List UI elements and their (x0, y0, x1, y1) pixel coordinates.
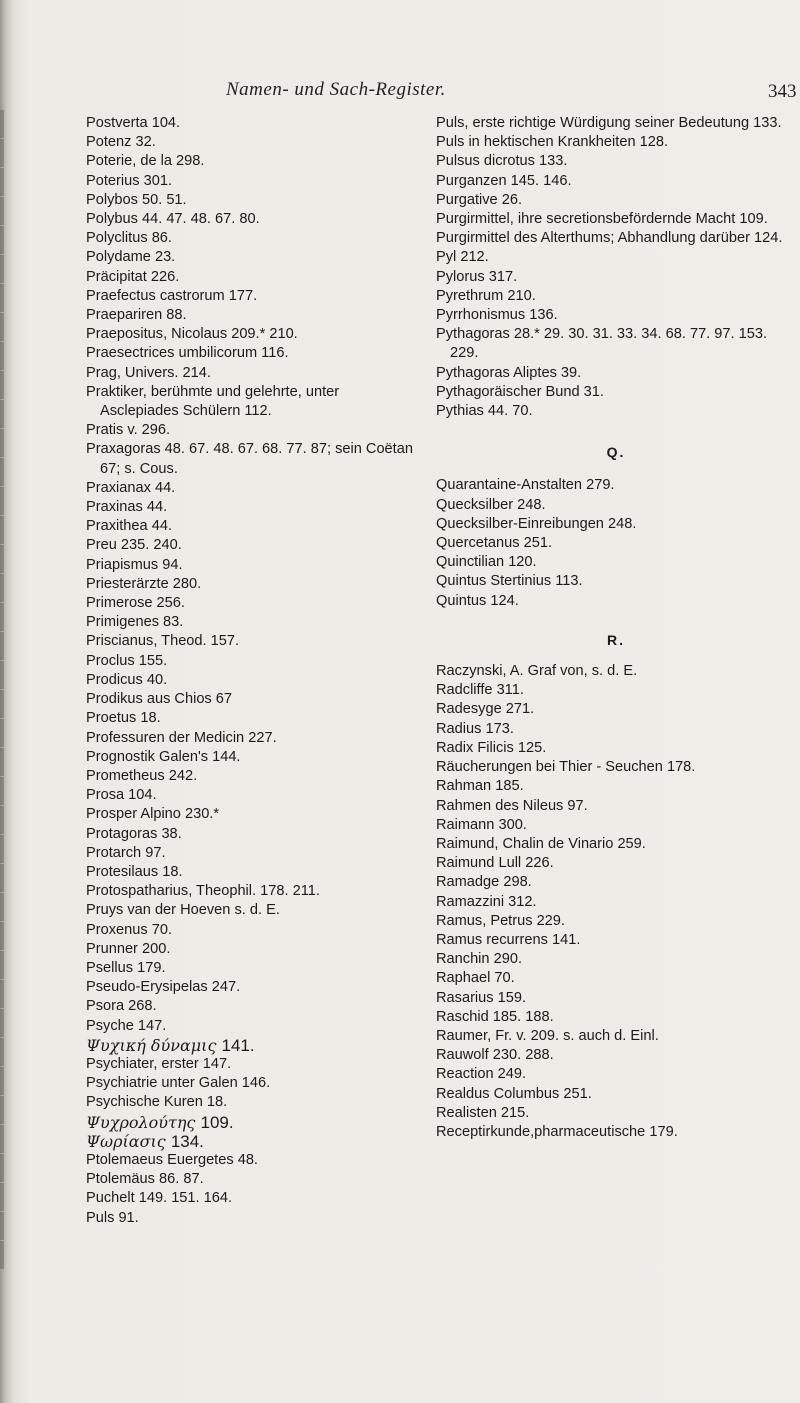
index-entry: Proxenus 70. (86, 921, 172, 938)
index-entry: Prosa 104. (86, 787, 157, 804)
index-entry-greek (86, 1113, 416, 1132)
index-entry: Pythagoräischer Bund 31. (436, 383, 604, 400)
index-entry: Raschid 185. 188. (436, 1008, 554, 1025)
greek-word: Ψυχική δύναμις (86, 1035, 217, 1055)
greek-word: Ψυχρολούτης (86, 1112, 196, 1132)
greek-word: Ψωρίασις (86, 1131, 166, 1151)
index-entry: Quinctilian 120. (436, 554, 537, 571)
left-entries-c (86, 1151, 416, 1228)
index-entry: Räucherungen bei Thier - Seuchen 178. (436, 759, 696, 776)
index-entry: Postverta 104. (86, 115, 181, 131)
index-entry: Prometheus 242. (86, 767, 198, 784)
index-entry: Rahman 185. (436, 778, 524, 795)
index-entry: Poterius 301. (86, 172, 172, 189)
index-entry: Ramus recurrens 141. (436, 931, 581, 948)
index-entry: Puchelt 149. 151. 164. (86, 1190, 233, 1207)
index-entry: Pratis v. 296. (86, 422, 171, 439)
index-entry: Prunner 200. (86, 940, 171, 957)
index-entry: Purganzen 145. 146. (436, 172, 572, 189)
index-entry: Purgirmittel, ihre secretionsbefördernde Macht 109. (436, 211, 768, 228)
index-entry: Quecksilber-Einreibungen 248. (436, 515, 637, 532)
index-entry: Polydame 23. (86, 249, 176, 266)
index-entry: Polyclitus 86. (86, 230, 172, 247)
index-entry: Raphael 70. (436, 970, 515, 987)
index-entry: Raimund Lull 226. (436, 855, 554, 872)
index-entry: Radix Filicis 125. (436, 739, 547, 756)
index-entry: Psychiater, erster 147. (86, 1055, 232, 1072)
index-entry: Pruys van der Hoeven s. d. E. (86, 902, 280, 919)
section-heading-r: R. (607, 631, 625, 648)
index-entry: Rahmen des Nileus 97. (436, 797, 588, 814)
index-entry: Puls in hektischen Krankheiten 128. (436, 134, 669, 151)
index-entry: Polybus 44. 47. 48. 67. 80. (86, 211, 260, 228)
index-entry: Raczynski, A. Graf von, s. d. E. (436, 663, 638, 680)
page-edge-marks (0, 110, 10, 1310)
index-entry: Professuren der Medicin 227. (86, 729, 277, 746)
index-entry: Prodikus aus Chios 67 (86, 691, 233, 708)
index-entry: Quintus 124. (436, 592, 519, 609)
index-entry: Poterie, de la 298. (86, 153, 205, 170)
index-entry: Pylorus 317. (436, 268, 518, 285)
index-entry: Pythagoras Aliptes 39. (436, 364, 582, 381)
page-ref: 134. (170, 1131, 204, 1151)
index-entry: Priapismus 94. (86, 556, 183, 573)
index-entry: Praxinas 44. (86, 499, 168, 516)
index-entry: Ramazzini 312. (436, 893, 537, 910)
index-entry: Praxagoras 48. 67. 48. 67. 68. 77. 87; sein Coëtan 67; s. Cous. (86, 441, 413, 477)
index-entry: Proetus 18. (86, 710, 161, 727)
index-entry: Ramadge 298. (436, 874, 532, 891)
index-entry: Rauwolf 230. 288. (436, 1047, 554, 1064)
right-entries-p (436, 114, 796, 421)
index-entry: Realisten 215. (436, 1104, 530, 1121)
index-entry: Puls, erste richtige Würdigung seiner Bedeutung 133. (436, 115, 782, 131)
index-entry: Psychiatrie unter Galen 146. (86, 1075, 271, 1092)
index-entry: Puls 91. (86, 1209, 139, 1226)
right-column (436, 114, 796, 1142)
right-entries-q (436, 476, 796, 610)
index-entry: Psora 268. (86, 998, 157, 1015)
index-entry: Ptolemäus 86. 87. (86, 1171, 204, 1188)
index-entry: Purgative 26. (436, 191, 522, 208)
index-entry: Prodicus 40. (86, 671, 168, 688)
index-entry: Priscianus, Theod. 157. (86, 633, 240, 650)
index-entry: Reaction 249. (436, 1066, 527, 1083)
index-entry: Prognostik Galen's 144. (86, 748, 241, 765)
index-entry: Protagoras 38. (86, 825, 182, 842)
index-entry: Realdus Columbus 251. (436, 1085, 592, 1102)
index-entry: Praxithea 44. (86, 518, 172, 535)
index-entry: Pyrethrum 210. (436, 287, 536, 304)
index-entry: Psyche 147. (86, 1017, 167, 1034)
index-entry: Ramus, Petrus 229. (436, 912, 565, 929)
index-entry: Rasarius 159. (436, 989, 527, 1006)
index-entry: Raumer, Fr. v. 209. s. auch d. Einl. (436, 1027, 659, 1044)
index-entry: Praesectrices umbilicorum 116. (86, 345, 289, 362)
index-entry: Praepositus, Nicolaus 209.* 210. (86, 326, 298, 343)
index-entry: Pythagoras 28.* 29. 30. 31. 33. 34. 68. 77. 97. 153. 229. (436, 326, 768, 362)
page-ref: 109. (200, 1112, 234, 1132)
index-entry: Raimann 300. (436, 816, 527, 833)
index-entry: Protarch 97. (86, 844, 166, 861)
index-entry: Quarantaine-Anstalten 279. (436, 477, 615, 494)
index-entry: Praefectus castrorum 177. (86, 287, 258, 304)
right-entries-r (436, 662, 796, 1142)
index-entry: Protesilaus 18. (86, 863, 183, 880)
index-entry: Radius 173. (436, 720, 514, 737)
index-entry: Pythias 44. 70. (436, 403, 533, 420)
index-entry: Ranchin 290. (436, 951, 523, 968)
index-entry: Quecksilber 248. (436, 496, 546, 513)
index-entry: Purgirmittel des Alterthums; Abhandlung darüber 124. (436, 230, 783, 247)
index-entry: Quercetanus 251. (436, 535, 553, 552)
index-entry: Prosper Alpino 230.* (86, 806, 220, 823)
index-entry: Praxianax 44. (86, 479, 176, 496)
index-entry: Priesterärzte 280. (86, 575, 202, 592)
left-column (86, 114, 416, 1228)
running-header: Namen- und Sach-Register. (226, 79, 446, 100)
index-entry: Potenz 32. (86, 134, 156, 151)
left-entries-b (86, 1055, 416, 1113)
index-entry: Primigenes 83. (86, 614, 184, 631)
index-entry: Ptolemaeus Euergetes 48. (86, 1151, 258, 1168)
index-entry: Pyrrhonismus 136. (436, 307, 558, 324)
section-heading-q: Q. (606, 444, 626, 461)
index-entry: Radcliffe 311. (436, 682, 524, 699)
index-entry: Polybos 50. 51. (86, 191, 187, 208)
page-ref: 141. (221, 1035, 255, 1055)
index-entry: Pulsus dicrotus 133. (436, 153, 568, 170)
index-entry: Pyl 212. (436, 249, 489, 266)
index-entry: Prag, Univers. 214. (86, 364, 211, 381)
index-entry: Psychische Kuren 18. (86, 1094, 228, 1111)
index-entry: Psellus 179. (86, 959, 166, 976)
index-entry: Pseudo-Erysipelas 247. (86, 979, 241, 996)
index-entry-greek (86, 1036, 416, 1055)
index-entry-greek (86, 1132, 416, 1151)
page-number: 343 (768, 81, 797, 102)
index-entry: Primerose 256. (86, 595, 185, 612)
index-entry: Praktiker, berühmte und gelehrte, unter Asclepiades Schülern 112. (86, 383, 340, 420)
index-entry: Protospatharius, Theophil. 178. 211. (86, 883, 320, 900)
index-entry: Receptirkunde,pharmaceutische 179. (436, 1123, 678, 1140)
index-entry: Raimund, Chalin de Vinario 259. (436, 835, 646, 852)
index-entry: Praepariren 88. (86, 307, 187, 324)
index-entry: Preu 235. 240. (86, 537, 182, 554)
left-entries-a (86, 114, 416, 1036)
index-entry: Proclus 155. (86, 652, 168, 669)
index-entry: Quintus Stertinius 113. (436, 573, 583, 590)
index-entry: Radesyge 271. (436, 701, 535, 718)
index-entry: Präcipitat 226. (86, 268, 180, 285)
